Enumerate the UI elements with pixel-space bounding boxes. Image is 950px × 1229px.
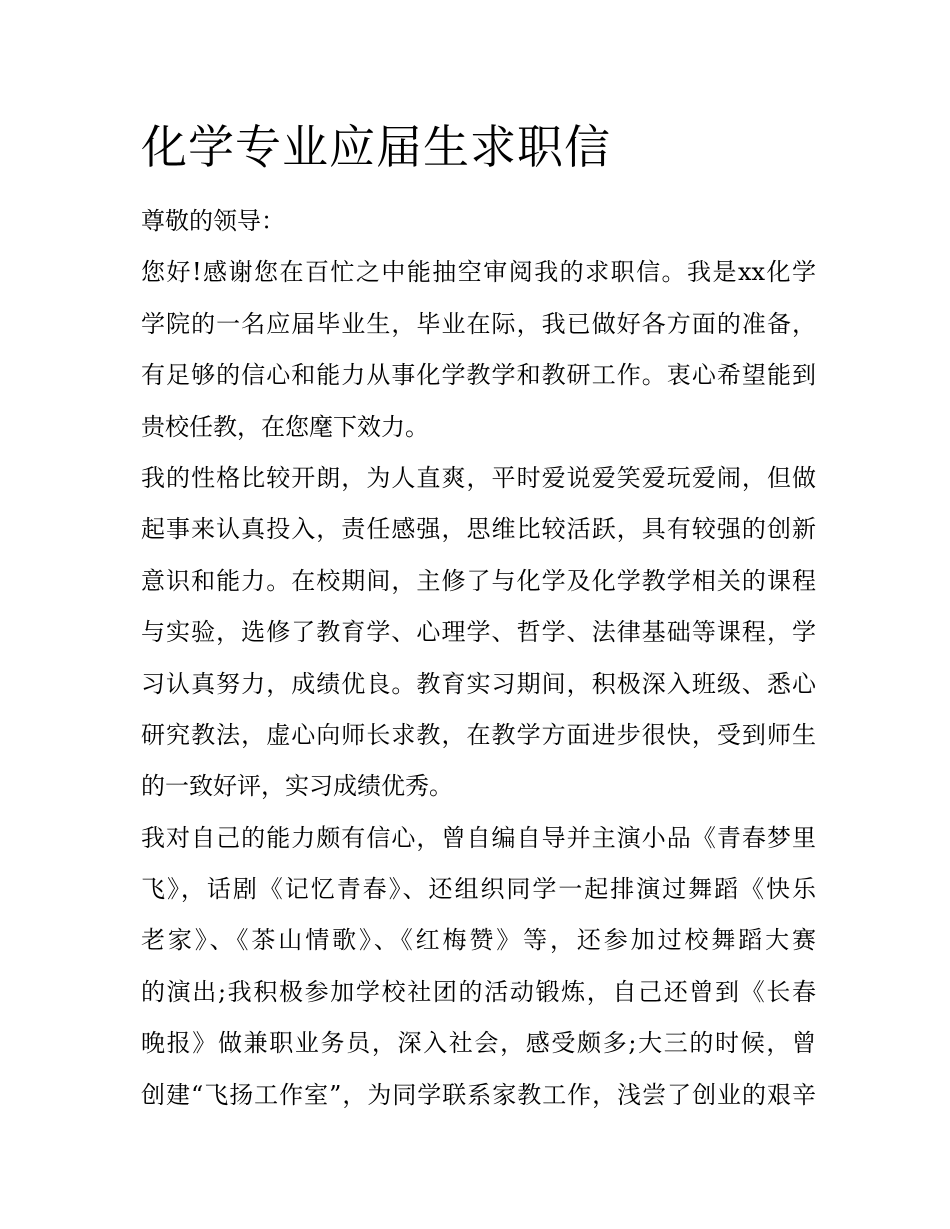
letter-line: 晚报》做兼职业务员，深入社会，感受颇多;大三的时候，曾	[141, 1029, 816, 1058]
letter-line: 有足够的信心和能力从事化学教学和教研工作。衷心希望能到	[141, 361, 816, 390]
letter-line: 起事来认真投入，责任感强，思维比较活跃，具有较强的创新	[141, 515, 816, 544]
letter-line: 的演出;我积极参加学校社团的活动锻炼，自己还曾到《长春	[141, 977, 816, 1006]
letter-line: 的一致好评，实习成绩优秀。	[141, 772, 453, 801]
letter-line: 研究教法，虚心向师长求教，在教学方面进步很快，受到师生	[141, 720, 816, 749]
letter-line: 尊敬的领导：	[141, 207, 285, 235]
letter-body	[141, 196, 816, 1121]
letter-line: 创建“飞扬工作室”，为同学联系家教工作，浅尝了创业的艰辛	[141, 1080, 816, 1109]
letter-line: 意识和能力。在校期间，主修了与化学及化学教学相关的课程	[141, 566, 816, 595]
letter-line: 我的性格比较开朗，为人直爽，平时爱说爱笑爱玩爱闹，但做	[141, 463, 816, 492]
letter-line: 飞》，话剧《记忆青春》、还组织同学一起排演过舞蹈《快乐	[141, 875, 816, 904]
document-title: 化学专业应届生求职信	[141, 120, 611, 174]
letter-line: 习认真努力，成绩优良。教育实习期间，积极深入班级、悉心	[141, 669, 816, 698]
letter-line: 学院的一名应届毕业生，毕业在际，我已做好各方面的准备，	[141, 309, 816, 338]
letter-line: 与实验，选修了教育学、心理学、哲学、法律基础等课程，学	[141, 618, 816, 647]
letter-line: 老家》、《茶山情歌》、《红梅赞》等，还参加过校舞蹈大赛	[141, 926, 816, 955]
letter-line: 我对自己的能力颇有信心，曾自编自导并主演小品《青春梦里	[141, 823, 816, 852]
letter-line: 您好!感谢您在百忙之中能抽空审阅我的求职信。我是xx化学	[141, 258, 816, 287]
letter-line: 贵校任教，在您麾下效力。	[141, 412, 429, 441]
